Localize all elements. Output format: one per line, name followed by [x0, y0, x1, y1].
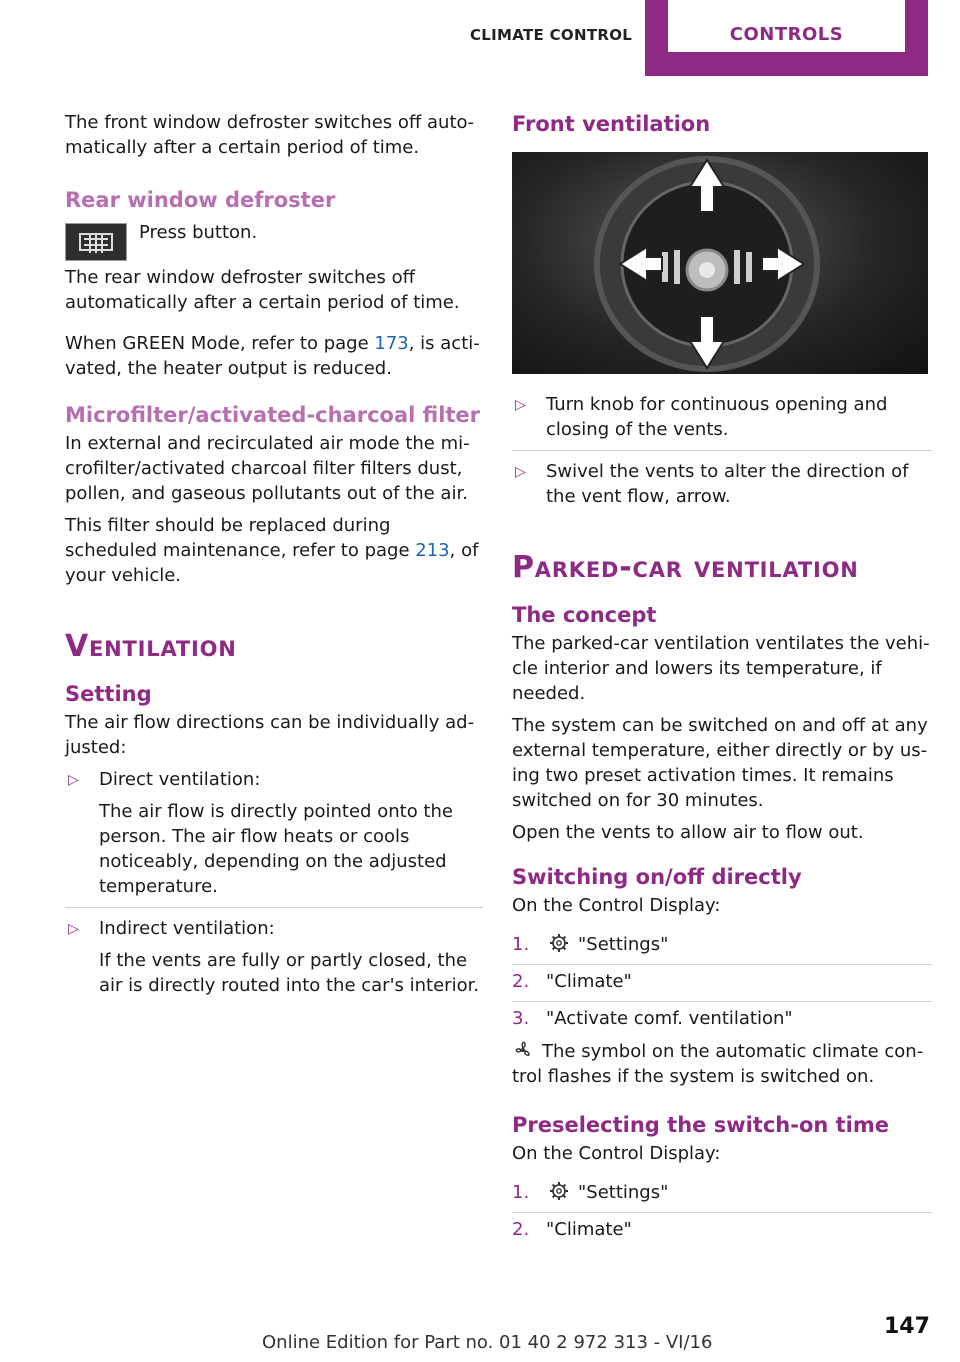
triangle-bullet-icon: ▷: [68, 772, 79, 788]
rear-defroster-off-text: The rear window defroster switches off automatically after a certain period of time.: [65, 267, 460, 313]
front-defroster-text: The front window defroster switches off automatically after a certain period of time.: [65, 112, 475, 158]
list-item: 1. "Settings": [512, 1182, 669, 1203]
list-separator: [512, 1212, 932, 1213]
control-display-text: On the Control Display:: [512, 895, 721, 916]
right-column: [512, 110, 932, 1250]
concept-text-3: Open the vents to allow air to flow out.: [512, 822, 864, 843]
triangle-bullet-icon: ▷: [515, 464, 526, 480]
triangle-bullet-icon: ▷: [68, 921, 79, 937]
control-display-text-2: On the Control Display:: [512, 1143, 721, 1164]
list-item: 2. "Climate": [512, 1219, 632, 1240]
heading-front-ventilation: Front ventilation: [512, 112, 711, 136]
heading-the-concept: The concept: [512, 603, 657, 627]
filter-text-2: This filter should be replaced during scheduled maintenance, refer to page 213, of your vehicle.: [65, 515, 479, 586]
list-item: 1. "Settings": [512, 934, 669, 955]
front-vent-photo: [512, 152, 928, 374]
green-mode-text: When GREEN Mode, refer to page 173, is activated, the heater output is reduced.: [65, 333, 480, 379]
heading-switching-on-off: Switching on/off directly: [512, 865, 802, 889]
preselect-steps-list: [512, 1180, 932, 1242]
page-link-213[interactable]: 213: [415, 540, 450, 561]
list-item: ▷ Indirect ventilation: If the vents are fully or partly closed, the air is directly routed into the car's interior.: [68, 918, 480, 996]
gear-icon: [548, 933, 570, 953]
ventilation-types-list: [65, 767, 483, 998]
filter-text-1: In external and recirculated air mode the microfilter/activated charcoal filter filters dust, pollen, and gaseous pollutants out of the air.: [65, 433, 470, 504]
chapter-title: CONTROLS: [729, 24, 844, 45]
page-number: 147: [884, 1314, 930, 1339]
heading-setting: Setting: [65, 682, 152, 706]
list-item: ▷ Direct ventilation: The air flow is directly pointed onto the person. The air flow heats or cools noticeably, depending on the adjusted temperature.: [68, 769, 453, 897]
left-column: [65, 110, 483, 1005]
switching-steps-list: [512, 932, 932, 1031]
vent-illustration: [512, 152, 928, 374]
heading-parked-car-ventilation: Parked-car ventilation: [512, 550, 859, 585]
list-item: 3. "Activate comf. ventilation": [512, 1008, 793, 1029]
list-item: 2. "Climate": [512, 971, 632, 992]
rear-defroster-button-image: [65, 223, 127, 261]
list-separator: [512, 964, 932, 965]
edition-footer: Online Edition for Part no. 01 40 2 972 313 - VI/16: [262, 1332, 713, 1353]
front-vent-list: [512, 392, 932, 509]
list-item: ▷ Turn knob for continuous opening and closing of the vents.: [515, 394, 888, 440]
press-button-text: Press button.: [139, 222, 258, 243]
list-separator: [512, 1001, 932, 1002]
running-header-section: CLIMATE CONTROL: [470, 26, 633, 44]
gear-icon: [548, 1181, 570, 1201]
heading-microfilter: Microfilter/activated-charcoal filter: [65, 403, 481, 427]
rear-defroster-icon: [76, 231, 116, 253]
fan-icon: [512, 1040, 534, 1060]
concept-text-2: The system can be switched on and off at any external temperature, either directly or by using two preset activation times. It remains switched on for 30 minutes.: [512, 715, 928, 811]
triangle-bullet-icon: ▷: [515, 397, 526, 413]
list-separator: [65, 907, 483, 908]
heading-rear-window-defroster: Rear window defroster: [65, 188, 336, 212]
list-separator: [512, 450, 932, 451]
page-link-173[interactable]: 173: [374, 333, 409, 354]
chapter-tab: [645, 0, 928, 76]
fan-symbol-text: The symbol on the automatic climate control flashes if the system is switched on.: [512, 1041, 924, 1087]
concept-text-1: The parked-car ventilation ventilates the vehicle interior and lowers its temperature, if needed.: [512, 633, 930, 704]
heading-ventilation: Ventilation: [65, 629, 237, 664]
setting-text: The air flow directions can be individually adjusted:: [65, 712, 475, 758]
list-item: ▷ Swivel the vents to alter the direction of the vent flow, arrow.: [515, 461, 909, 507]
heading-preselecting-switch-on-time: Preselecting the switch-on time: [512, 1113, 889, 1137]
